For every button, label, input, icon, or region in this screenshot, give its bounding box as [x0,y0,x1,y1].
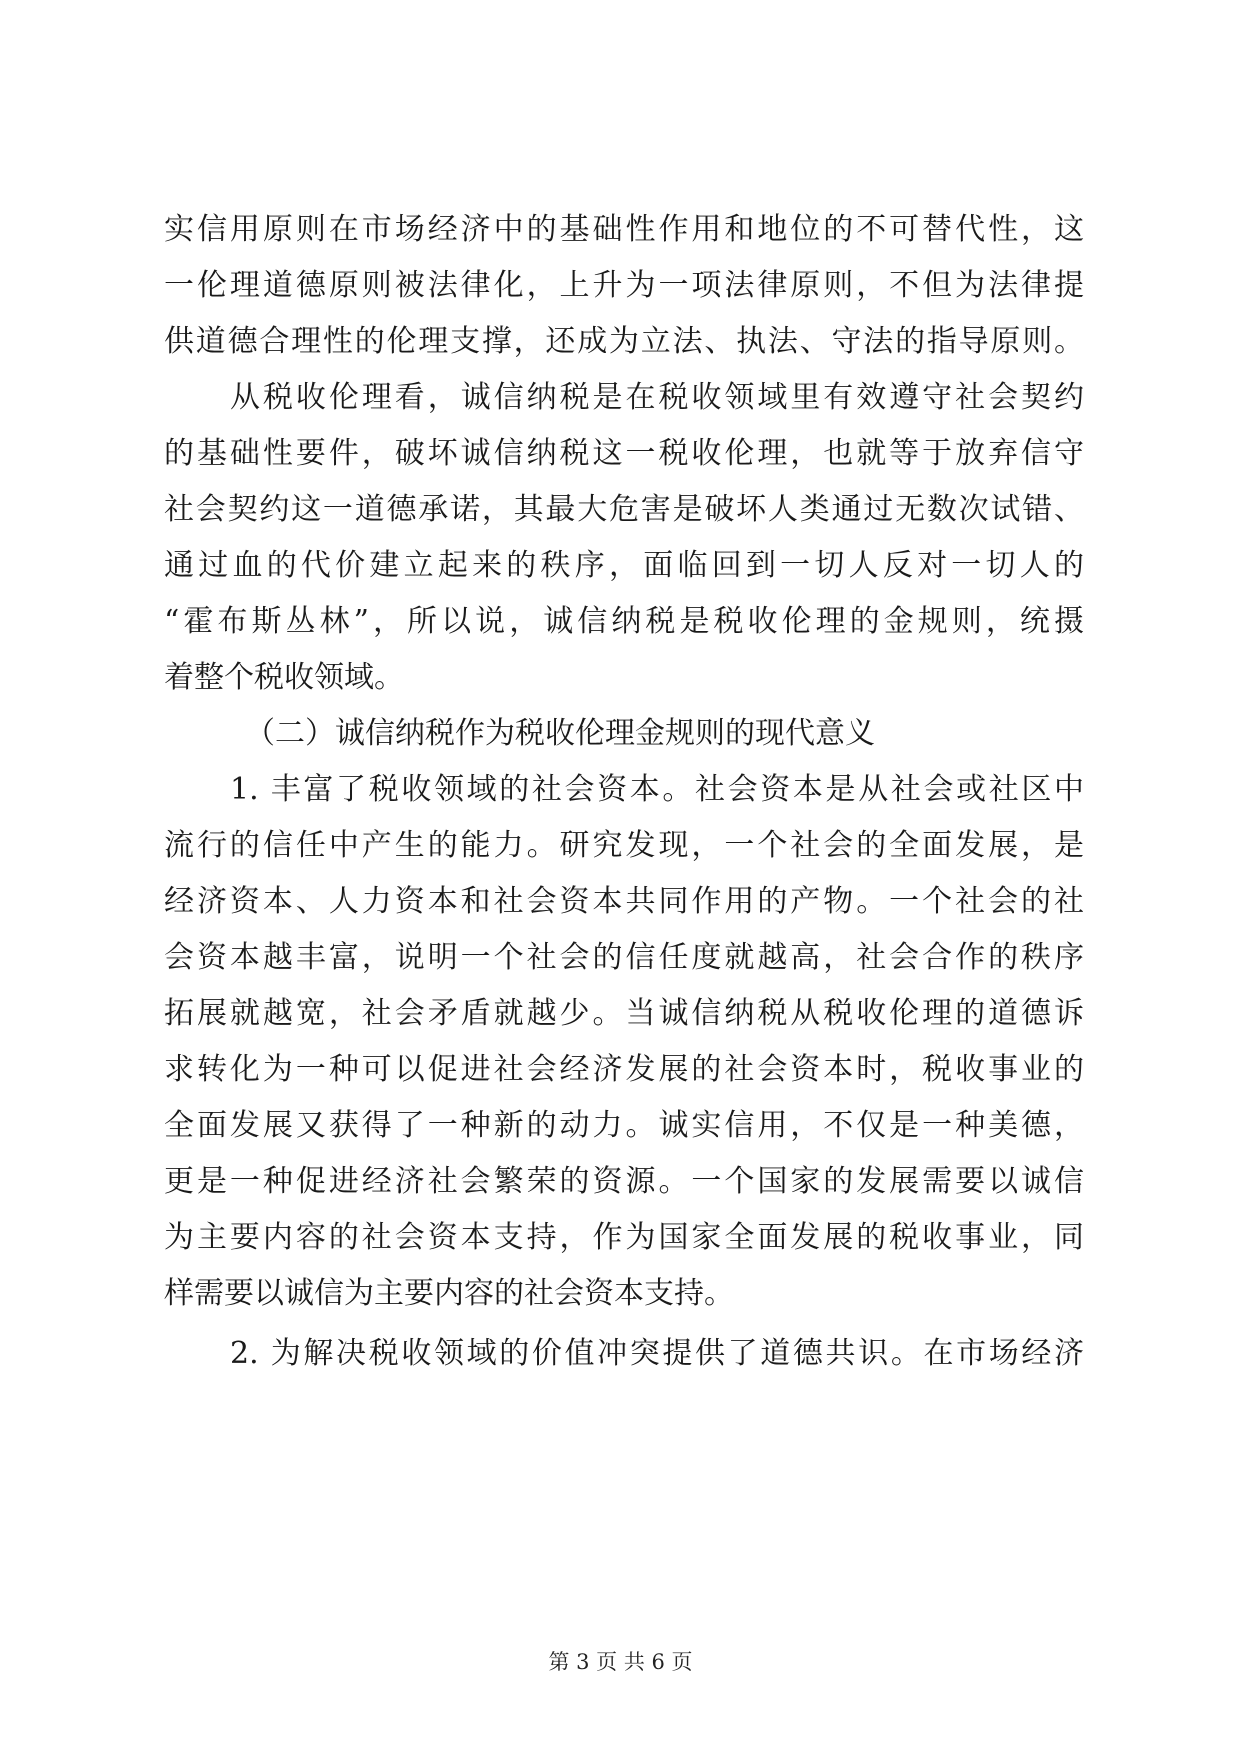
body-text-line: 从税收伦理看，诚信纳税是在税收领域里有效遵守社会契约 [230,380,1084,415]
page-number-footer: 第 3 页 共 6 页 [548,1650,693,1674]
body-text-line: 实信用原则在市场经济中的基础性作用和地位的不可替代性，这 [164,212,1084,247]
body-text-line: 会资本越丰富，说明一个社会的信任度就越高，社会合作的秩序 [164,940,1084,975]
section-heading: （二）诚信纳税作为税收伦理金规则的现代意义 [245,716,875,751]
body-text-line: 为主要内容的社会资本支持，作为国家全面发展的税收事业，同 [164,1220,1084,1255]
body-text-line: 样需要以诚信为主要内容的社会资本支持。 [164,1276,734,1311]
body-text-line: 流行的信任中产生的能力。研究发现，一个社会的全面发展，是 [164,828,1084,863]
body-text-line: 社会契约这一道德承诺，其最大危害是破坏人类通过无数次试错、 [164,492,1084,527]
body-text-line: 供道德合理性的伦理支撑，还成为立法、执法、守法的指导原则。 [164,324,1084,359]
body-text-line: 拓展就越宽，社会矛盾就越少。当诚信纳税从税收伦理的道德诉 [164,996,1084,1031]
body-text-line: “霍布斯丛林”，所以说，诚信纳税是税收伦理的金规则，统摄 [164,604,1084,639]
body-text-line: 1. 丰富了税收领域的社会资本。社会资本是从社会或社区中 [230,772,1084,807]
body-text-line: 着整个税收领域。 [164,660,404,695]
body-text-line: 求转化为一种可以促进社会经济发展的社会资本时，税收事业的 [164,1052,1084,1087]
body-text-line: 一伦理道德原则被法律化，上升为一项法律原则，不但为法律提 [164,268,1084,303]
body-text-line: 通过血的代价建立起来的秩序，面临回到一切人反对一切人的 [164,548,1084,583]
body-text-line: 2. 为解决税收领域的价值冲突提供了道德共识。在市场经济 [230,1336,1084,1371]
body-text-line: 全面发展又获得了一种新的动力。诚实信用，不仅是一种美德， [164,1108,1084,1143]
body-text-line: 经济资本、人力资本和社会资本共同作用的产物。一个社会的社 [164,884,1084,919]
body-text-line: 的基础性要件，破坏诚信纳税这一税收伦理，也就等于放弃信守 [164,436,1084,471]
body-text-line: 更是一种促进经济社会繁荣的资源。一个国家的发展需要以诚信 [164,1164,1084,1199]
